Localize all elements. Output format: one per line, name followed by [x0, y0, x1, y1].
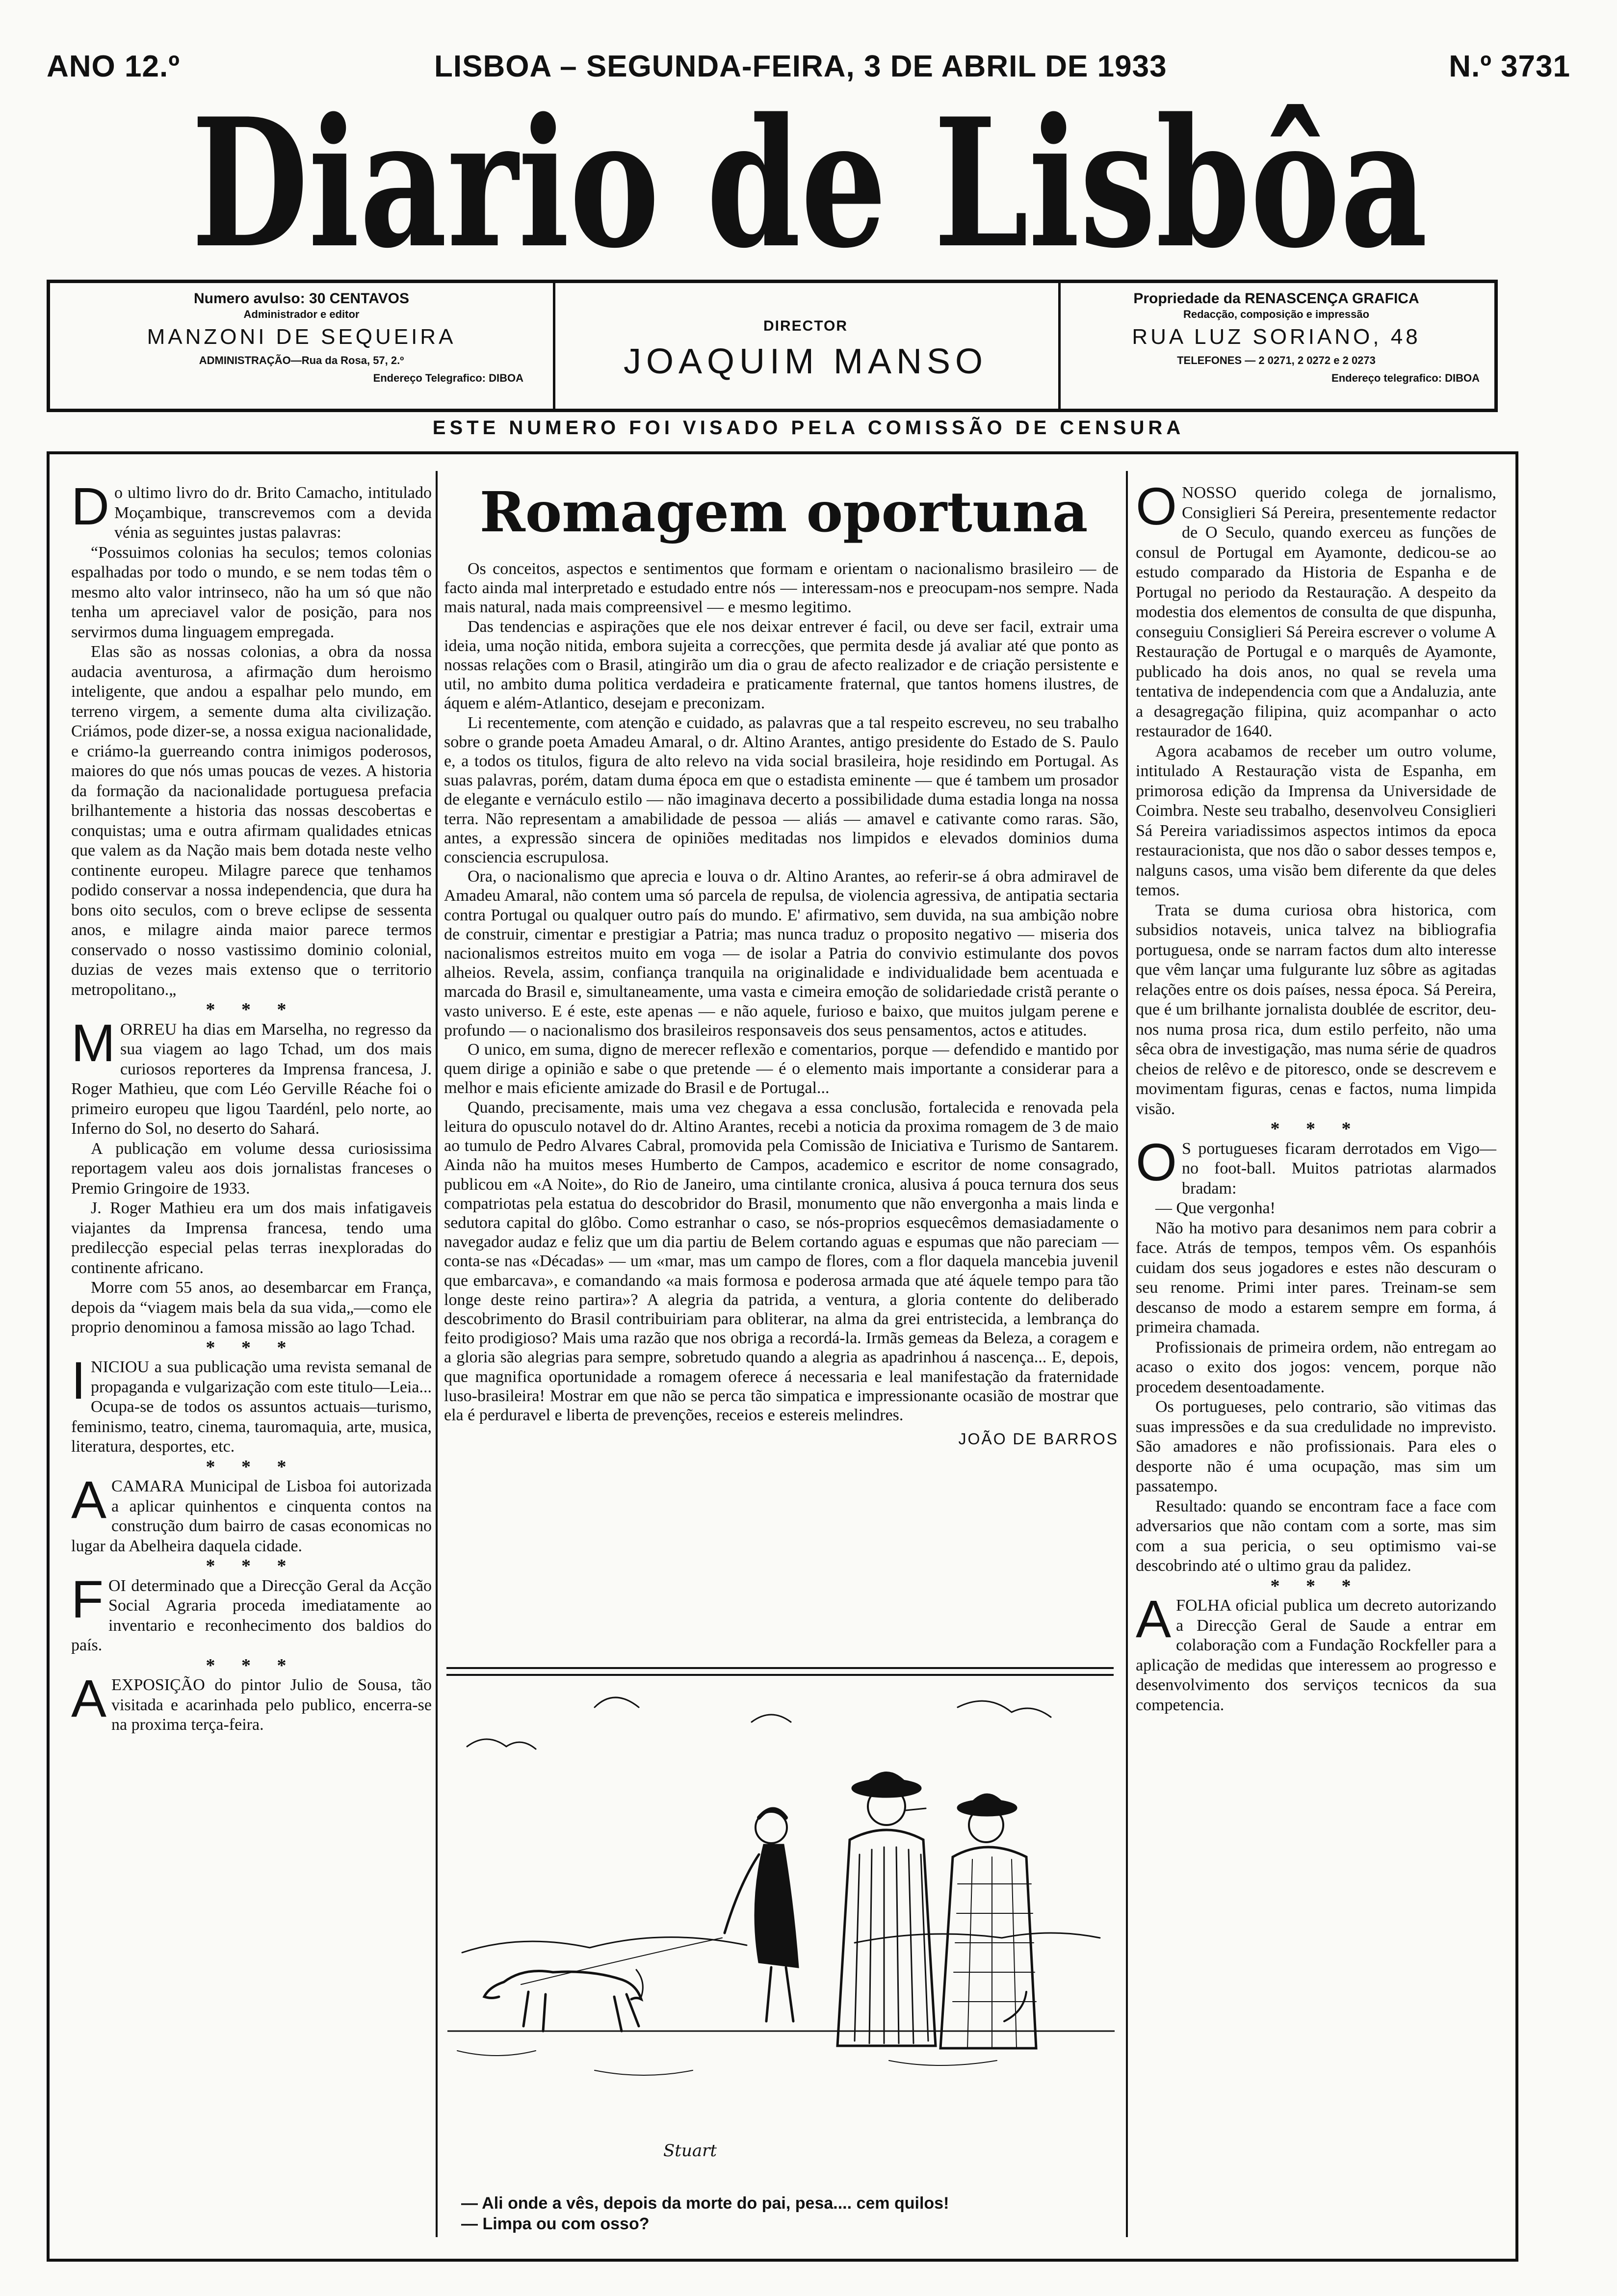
- paragraph: Não ha motivo para desanimos nem para cobrir a face. Atrás de tempos, tempos vêm. Os espanhóis cuidam dos seus jogadores e estes não descuram o seu renome. Primi inter pares. Treinam-se sem descanso de modo a estarem sempre em forma, á primeira chamada.: [1136, 1219, 1496, 1336]
- owner: Propriedade da RENASCENÇA GRAFICA: [1133, 290, 1419, 307]
- cartoon-caption: [461, 2193, 1109, 2234]
- paragraph: OI determinado que a Direcção Geral da Acção Social Agraria proceda imediatamente ao inventario e reconhecimento dos baldios do país.: [71, 1576, 432, 1654]
- paragraph: Agora acabamos de receber um outro volume, intitulado A Restauração vista de Espanha, em primorosa edição da Imprensa da Universidade de Coimbra. Neste seu trabalho, desenvolveu Consiglieri Sá Pereira variadissimos aspectos intimos da epoca restauracionista, que nos dão o sabor desses tempos e, nalguns casos, uma visão bem diferente da que deles temos.: [1136, 742, 1496, 899]
- section-separator: * * *: [1270, 1575, 1362, 1596]
- price: Numero avulso: 30 CENTAVOS: [194, 290, 409, 307]
- left-column: [71, 476, 432, 1735]
- cartoon-drawing: [447, 1678, 1115, 2191]
- news-item-brito-camacho: [71, 476, 432, 1000]
- cartoon-illustration: [447, 1678, 1115, 2191]
- news-item-football: [1136, 1132, 1496, 1576]
- paragraph: CAMARA Municipal de Lisboa foi autorizada a aplicar quinhentos e cinquenta contos na construção dum bairro de casas economicas no lugar da Abelheira daquela cidade.: [71, 1477, 432, 1555]
- admin-name: MANZONI DE SEQUEIRA: [147, 325, 456, 349]
- right-column: [1136, 476, 1496, 1715]
- news-item-leia: [71, 1351, 432, 1457]
- director-label: DIRECTOR: [763, 318, 848, 334]
- dropcap: D: [71, 476, 109, 536]
- section-separator: * * *: [206, 999, 297, 1020]
- dropcap: F: [71, 1569, 104, 1629]
- paragraph: S portugueses ficaram derrotados em Vigo—no foot-ball. Muitos patriotas alarmados bradam:: [1182, 1139, 1496, 1198]
- paragraph: Elas são as nossas colonias, a obra da nossa audacia aventurosa, a afirmação dum heroismo inteligente, que andou a espalhar pelo mundo, em terreno virgem, a semente duma alta civilização. Criámos, pode dizer-se, a nossa exigua nacionalidade, e criámo-la guerreando contra inimigos poderosos, maiores do que nós umas poucas de vezes. A historia da formação da nacionalidade portuguesa prefacia brilhantemente a historia das nossas descobertas e conquistas; uma e outra afirmam qualidades etnicas que valem as da Nação mais bem dotada neste velho continente europeu. Milagre parece que tenhamos podido conservar a nossa independencia, que dura ha bons oito seculos, com o breve eclipse de sessenta anos, e milagre ainda maior parece termos conservado o nosso vastissimo dominio colonial, duzias de vezes mais extenso que o territorio metropolitano.„: [71, 643, 432, 999]
- dropcap: A: [71, 1669, 107, 1728]
- year-label: ANO 12.º: [47, 50, 180, 83]
- owner-services: Redacção, composição e impressão: [1183, 308, 1370, 320]
- masthead-logo: [182, 83, 1437, 277]
- admin-label: Administrador e editor: [243, 308, 360, 320]
- byline: JOÃO DE BARROS: [958, 1430, 1119, 1448]
- director-name: JOAQUIM MANSO: [623, 342, 988, 381]
- paragraph: FOLHA oficial publica um decreto autorizando a Direcção Geral de Saude a entrar em colaboração com a Fundação Rockfeller para a aplicação de medidas que interessem ao progresso e desenvolvimento dos serviços tecnicos da sua competencia.: [1136, 1596, 1496, 1714]
- censura-notice: ESTE NUMERO FOI VISADO PELA COMISSÃO DE CENSURA: [432, 417, 1185, 439]
- paragraph: Li recentemente, com atenção e cuidado, as palavras que a tal respeito escreveu, no seu trabalho sobre o grande poeta Amadeu Amaral, o dr. Altino Arantes, antigo presidente do Estado de S. Paulo e, a todos os titulos, figura de alto relevo na vida social brasileira, hoje residindo em Portugal. As suas palavras, porém, datam duma época em que o estadista eminente — que é tambem um prosador de elegante e vernáculo estilo — não imaginava decerto a possibilidade duma estadia longa na nossa terra. Não representam a amabilidade de pessoa — aliás — amavel e cativante como raras. São, antes, a expressão sincera de opiniões meditadas nos limpidos e elevados dominios duma consciencia escrupulosa.: [444, 713, 1119, 867]
- paragraph: J. Roger Mathieu era um dos mais infatigaveis viajantes da Imprensa francesa, tendo uma predilecção especial pelas terras inexploradas do continente africano.: [71, 1199, 432, 1277]
- paragraph: Das tendencias e aspirações que ele nos deixar entrever é facil, ou deve ser facil, extrair uma ideia, uma noção nitida, embora sujeita a correcções, que permita desde já avaliar até que ponto as nossas relações com o Brasil, atingirão um dia o grau de afecto realizador e de criação persistente e util, no ambito duma politica verdadeira e praticamente fraternal, que tantos homens ilustres, de áquem e além-Atlantico, desejam e preconizam.: [444, 617, 1119, 713]
- paragraph: EXPOSIÇÃO do pintor Julio de Sousa, tão visitada e acarinhada pelo publico, encerra-se na proxima terça-feira.: [111, 1676, 432, 1734]
- owner-phones: TELEFONES — 2 0271, 2 0272 e 2 0273: [1177, 354, 1376, 366]
- news-item-baldios: [71, 1569, 432, 1656]
- section-separator: * * *: [206, 1337, 297, 1358]
- paragraph: ORREU ha dias em Marselha, no regresso da sua viagem ao lago Tchad, um dos mais curiosos reporteres da Imprensa francesa, J. Roger Mathieu, que com Léo Gerville Réache foi o primeiro europeu que ligou Taardénl, pelo norte, ao Inferno do Sol, no deserto do Sahará.: [71, 1020, 432, 1138]
- caption-line-2: — Limpa ou com osso?: [461, 2215, 650, 2233]
- cartoon-rule: [446, 1667, 1114, 1676]
- dropcap: A: [1136, 1589, 1172, 1648]
- paragraph: Quando, precisamente, mais uma vez chegava a essa conclusão, fortalecida e renovada pela leitura do opusculo notavel do dr. Altino Arantes, recebi a noticia da proxima romagem de 3 de maio ao tumulo de Pedro Alvares Cabral, promovida pela Comissão de Iniciativa e Turismo de Santarem. Ainda não ha muitos meses Humberto de Campos, academico e escritor de nome consagrado, publicou em «A Noite», do Rio de Janeiro, uma cintilante cronica, alusiva á pouca ternura dos seus compatriotas pela estatua do descobridor do Brasil, monumento que não envergonha a mais linda e sedutora capital do glôbo. Como estranhar o caso, se nós-proprios esquecêmos demasiadamente o navegador audaz e feliz que um dia partiu de Belem cortando aguas e espumas que não pareciam — conta-se nas «Décadas» — um «mar, mas um campo de flores, com a flor daquela mancebia juvenil que embarcava», e comandando «a mais formosa e poderosa armada que até áquele tempo para tão longe deste reino partira»? A alegria da patrida, a ventura, a gloria contente do deliberado descobrimento do Brasil contribuiriam para obliterar, na alma da grei entristecida, a lembrança do feito prodigioso? Mais uma razão que nos obriga a recordá-la. Irmãs gemeas da Beleza, a coragem e a gloria são alegrias para sempre, sobretudo quando a alegria as apadrinhou á nascença... E, depois, que magnifica oportunidade a romagem oferece á necessaria e leal manifestação da fraternidade luso-brasileira! Mostrar em que não se perca tão simpatica e impressionante ocasião de mostrar que ela é perduravel e liberta de prevenções, receios e estereis melindres.: [444, 1098, 1119, 1424]
- section-separator: * * *: [206, 1556, 297, 1576]
- caption-line-1: — Ali onde a vês, depois da morte do pai, pesa.... cem quilos!: [461, 2194, 949, 2213]
- section-separator: * * *: [206, 1655, 297, 1676]
- issue-number: N.º 3731: [1449, 50, 1570, 83]
- paragraph: A publicação em volume dessa curiosissima reportagem valeu aos dois jornalistas franceses o Premio Gringoire de 1933.: [71, 1139, 432, 1198]
- paragraph: NOSSO querido colega de jornalismo, Consiglieri Sá Pereira, presentemente redactor de O Seculo, quando exerceu as funções de consul de Portugal em Ayamonte, dedicou-se ao estudo comparado da Historia de Espanha e de Portugal no periodo da Restauração. A despeito da modestia dos elementos de consulta de que dispunha, conseguiu Consiglieri Sá Pereira escrever o volume A Restauração de Portugal e o marquês de Ayamonte, publicado ha dois anos, no qual se revela uma tentativa de independencia com que a Andaluzia, ante a desagregação filipina, quiz acompanhar o acto restaurador de 1640.: [1136, 484, 1496, 740]
- paragraph: Morre com 55 anos, ao desembarcar em França, depois da “viagem mais bela da sua vida„—como ele proprio denominou a famosa missão ao lago Tchad.: [71, 1278, 432, 1336]
- paragraph: O unico, em suma, digno de merecer reflexão e comentarios, porque — defendido e mantido por quem dirige a opinião e sabe o que pretende — é o elemento mais importante a considerar para a melhor e mais eficiente amizade do Brasil e de Portugal...: [444, 1041, 1119, 1097]
- column-divider-right: [1126, 471, 1128, 2237]
- headline: Romagem oportuna: [479, 480, 1088, 545]
- news-item-roger-mathieu: [71, 1013, 432, 1338]
- dropcap: A: [71, 1470, 107, 1529]
- paragraph: — Que vergonha!: [1155, 1199, 1276, 1217]
- masthead: [182, 83, 1437, 277]
- dropcap: O: [1136, 476, 1177, 536]
- column-divider-left: [436, 471, 438, 2237]
- cartoon-signature: Stuart: [663, 2141, 717, 2161]
- info-box-admin: [50, 283, 555, 409]
- main-article: [444, 559, 1119, 1449]
- paragraph: Ora, o nacionalismo que aprecia e louva o dr. Altino Arantes, ao referir-se á obra admiravel de Amadeu Amaral, não contem uma só parcela de repulsa, de violencia agressiva, de antipatia sectaria contra Portugal ou qualquer outro país do mundo. E' afirmativo, sem duvida, na sua ambição nobre de construir, cimentar e prestigiar a Patria; mas nunca traduz o proposito negativo — miseria dos nacionalismos estreitos muito em voga — de isolar a Patria do convivio estimulante dos povos alheios. Revela, assim, confiança tranquila na originalidade e individualidade bem acentuada e marcada do Brasil e, simultaneamente, uma vasta e cimeira emoção de solidariedade cristã perante o vasto universo. E é este, este apenas — e não aquele, furioso e baixo, que muitos julgam perene e profundo — o nacionalismo dos brasileiros responsaveis dos seus pensamentos, actos e atitudes.: [444, 867, 1119, 1040]
- paragraph: Resultado: quando se encontram face a face com adversarios que não contam com a sorte, mas sim com a sua pericia, o seu optimismo vai-se descobrindo até o ultimo grau da palidez.: [1136, 1497, 1496, 1575]
- dropcap: M: [71, 1013, 115, 1072]
- admin-address: ADMINISTRAÇÃO—Rua da Rosa, 57, 2.º: [199, 354, 404, 366]
- paragraph: Os portugueses, pelo contrario, são vitimas das suas impressões e da sua credulidade no imprevisto. São amadores e não profissionais. Para eles o desporte não é uma ocupação, mas sim um passatempo.: [1136, 1398, 1496, 1495]
- dropcap: I: [71, 1351, 86, 1410]
- paragraph: o ultimo livro do dr. Brito Camacho, intitulado Moçambique, transcrevemos com a devida vénia as seguintes justas palavras:: [114, 484, 432, 542]
- info-box-director: [553, 283, 1061, 409]
- info-box-owner: [1058, 283, 1494, 409]
- news-item-restauracao: [1136, 476, 1496, 1119]
- paragraph: Os conceitos, aspectos e sentimentos que formam e orientam o nacionalismo brasileiro — de facto ainda mal interpretado e estudado entre nós — interessam-nos e preocupam-nos sempre. Nada mais natural, nada mais compreensivel — e mesmo legitimo.: [444, 560, 1119, 617]
- masthead-title: Diario de Lisbôa: [191, 83, 1428, 277]
- paragraph: “Possuimos colonias ha seculos; temos colonias espalhadas por todo o mundo, e se nem todas têm o mesmo alto valor intrinseco, não ha um só que não tenha um apreciavel valor de posição, para nos servirmos duma linguagem empregada.: [71, 543, 432, 641]
- paragraph: NICIOU a sua publicação uma revista semanal de propaganda e vulgarização com este titulo—Leia... Ocupa-se de todos os assuntos actuais—turismo, feminismo, teatro, cinema, tauromaquia, arte, musica, literatura, desportes, etc.: [71, 1358, 432, 1456]
- news-item-rockfeller: [1136, 1589, 1496, 1715]
- dateline: LISBOA – SEGUNDA-FEIRA, 3 DE ABRIL DE 1933: [434, 50, 1167, 83]
- top-info-line: [47, 49, 1570, 83]
- owner-address: RUA LUZ SORIANO, 48: [1132, 325, 1421, 349]
- info-box: [47, 280, 1498, 412]
- news-item-camara: [71, 1470, 432, 1556]
- admin-telegraph: Endereço Telegrafico: DIBOA: [373, 372, 523, 384]
- section-separator: * * *: [1270, 1119, 1362, 1139]
- paragraph: Profissionais de primeira ordem, não entregam ao acaso o exito dos jogos: vencem, porque não procedem desentoadamente.: [1136, 1338, 1496, 1396]
- dropcap: O: [1136, 1132, 1177, 1192]
- owner-telegraph: Endereço telegrafico: DIBOA: [1331, 372, 1480, 384]
- paragraph: Trata se duma curiosa obra historica, com subsidios notaveis, unica talvez na bibliografia portuguesa, onde se narram factos dum alto interesse que vêm lançar uma fulgurante luz sôbre as agitadas relações entre os dois países, nessa época. Sá Pereira, que é um brilhante jornalista doublée de escritor, deu-nos numa prosa rica, dum estilo perfeito, não uma sêca obra de investigação, mas numa série de quadros cheios de relêvo e de pitoresco, onde se descrevem e movimentam figuras, cenas e factos, numa limpida visão.: [1136, 901, 1496, 1118]
- section-separator: * * *: [206, 1456, 297, 1477]
- news-item-exposicao: [71, 1669, 432, 1735]
